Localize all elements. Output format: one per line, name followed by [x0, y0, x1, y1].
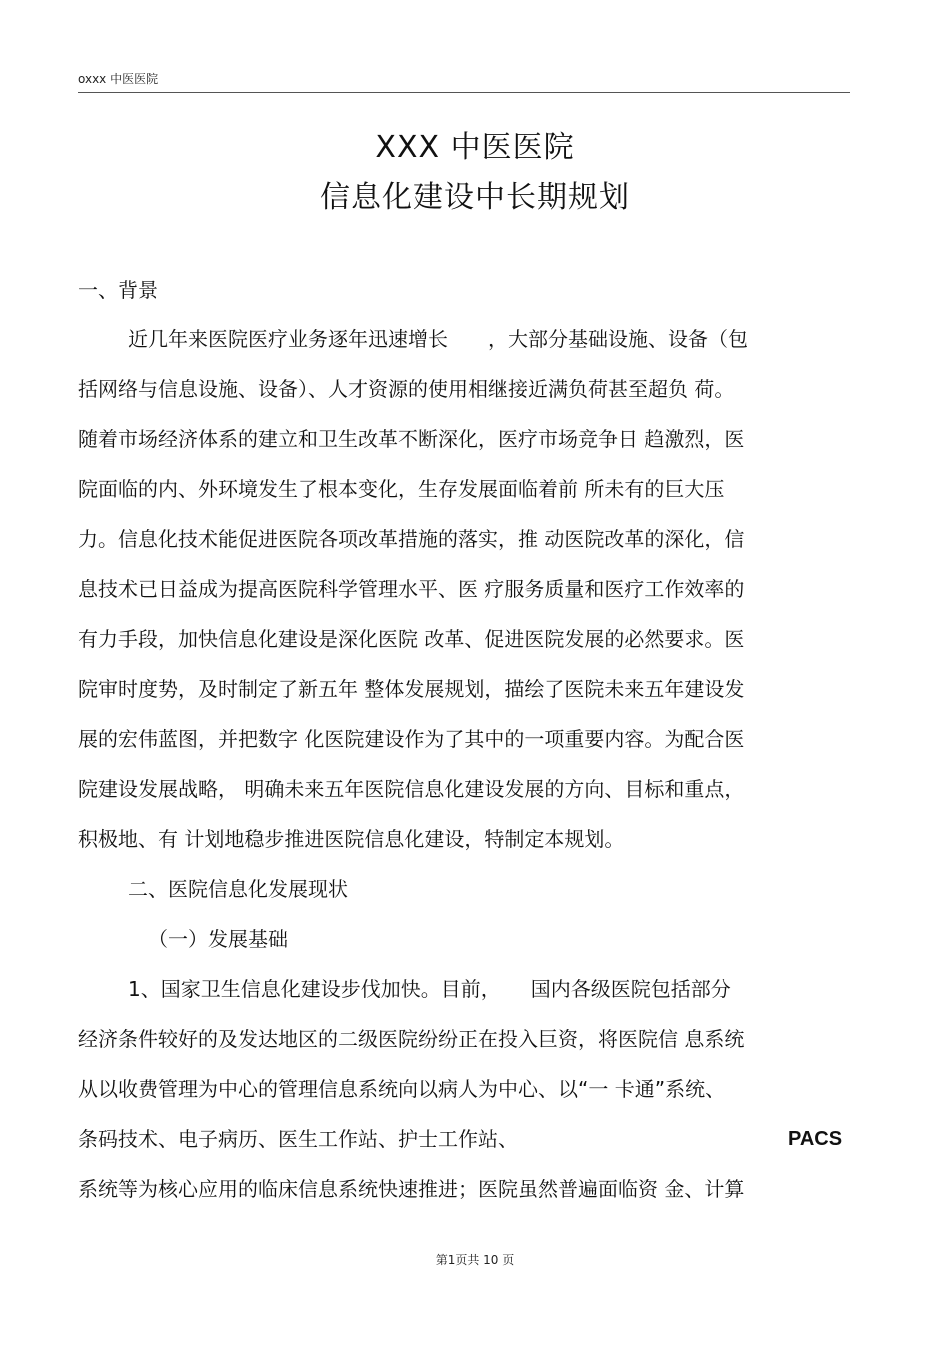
paragraph-line: 院审时度势，及时制定了新五年 整体发展规划，描绘了医院未来五年建设发	[78, 677, 745, 701]
paragraph-line: 近几年来医院医疗业务逐年迅速增长 ，大部分基础设施、设备（包	[128, 327, 748, 351]
subsection-heading-foundation: （一）发展基础	[148, 927, 288, 951]
paragraph-line: 经济条件较好的及发达地区的二级医院纷纷正在投入巨资，将医院信 息系统	[78, 1027, 745, 1051]
document-title: XXX 中医医院	[375, 130, 575, 165]
paragraph-line: 积极地、有 计划地稳步推进医院信息化建设，特制定本规划。	[78, 827, 625, 851]
section-heading-background: 一、背景	[78, 278, 158, 302]
running-header: oxxx 中医医院	[78, 72, 159, 86]
page-number-footer: 第1页共 10 页	[435, 1253, 515, 1267]
paragraph-line: 息技术已日益成为提高医院科学管理水平、医 疗服务质量和医疗工作效率的	[78, 577, 745, 601]
paragraph-line: 力。信息化技术能促进医院各项改革措施的落实，推 动医院改革的深化，信	[78, 527, 745, 551]
paragraph-line: 系统等为核心应用的临床信息系统快速推进；医院虽然普遍面临资 金、计算	[78, 1177, 745, 1201]
document-subtitle: 信息化建设中长期规划	[320, 180, 630, 215]
section-heading-status: 二、医院信息化发展现状	[128, 877, 348, 901]
paragraph-line: 从以收费管理为中心的管理信息系统向以病人为中心、以“一 卡通”系统、	[78, 1077, 726, 1101]
pacs-term: PACS	[788, 1128, 843, 1150]
paragraph-line: 条码技术、电子病历、医生工作站、护士工作站、	[78, 1127, 518, 1151]
paragraph-line: 院面临的内、外环境发生了根本变化，生存发展面临着前 所未有的巨大压	[78, 477, 725, 501]
paragraph-line: 有力手段，加快信息化建设是深化医院 改革、促进医院发展的必然要求。医	[78, 627, 745, 651]
paragraph-line: 1、国家卫生信息化建设步伐加快。目前， 国内各级医院包括部分	[128, 977, 731, 1001]
paragraph-line: 随着市场经济体系的建立和卫生改革不断深化，医疗市场竞争日 趋激烈，医	[78, 427, 745, 451]
paragraph-line: 括网络与信息设施、设备）、人才资源的使用相继接近满负荷甚至超负 荷。	[78, 377, 735, 401]
header-divider	[78, 92, 850, 93]
paragraph-line: 展的宏伟蓝图，并把数字 化医院建设作为了其中的一项重要内容。为配合医	[78, 727, 745, 751]
paragraph-line: 院建设发展战略， 明确未来五年医院信息化建设发展的方向、目标和重点，	[78, 777, 745, 801]
